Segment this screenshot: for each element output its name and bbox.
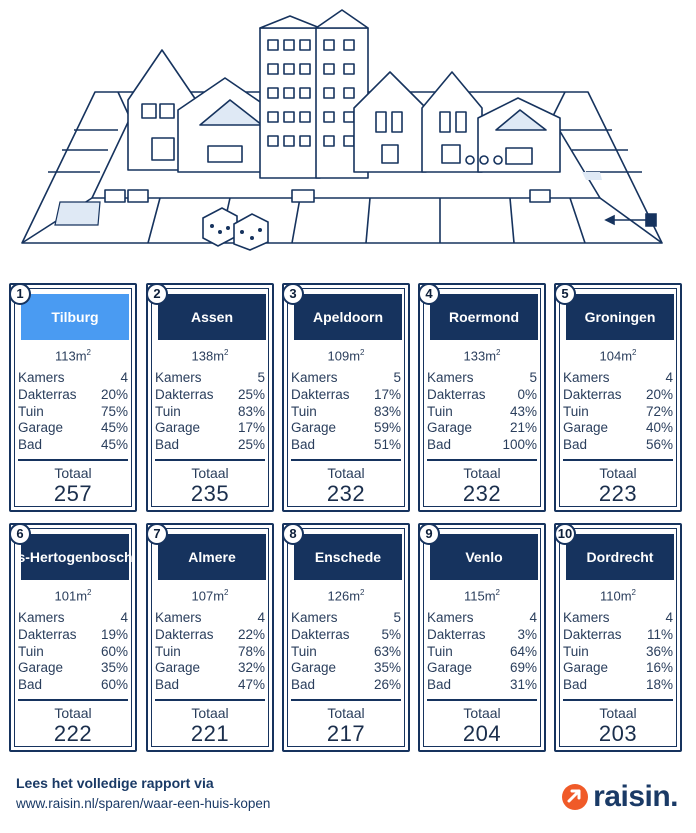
stat-row-bad xyxy=(291,437,401,454)
stat-row-kamers xyxy=(18,610,128,627)
stat-value: 17% xyxy=(373,386,401,402)
stat-label: Tuin xyxy=(291,403,317,419)
city-name: s-Hertogenbosch xyxy=(21,534,129,580)
stat-row-tuin xyxy=(155,644,265,661)
area-number: 133m xyxy=(463,348,497,364)
stat-value: 63% xyxy=(373,643,401,659)
stat-label: Dakterras xyxy=(563,386,622,402)
stat-row-bad xyxy=(427,437,537,454)
raisin-logo xyxy=(561,780,678,814)
city-name: Groningen xyxy=(566,294,674,340)
area-unit: 2 xyxy=(87,588,92,597)
stat-label: Garage xyxy=(427,660,473,676)
area-number: 115m xyxy=(463,588,496,604)
rank-badge: 8 xyxy=(282,523,304,545)
divider xyxy=(563,699,673,701)
stat-label: Dakterras xyxy=(155,626,214,642)
total-label: Totaal xyxy=(327,705,365,721)
stat-label: Tuin xyxy=(427,643,453,659)
stat-row-dakterras xyxy=(291,627,401,644)
stat-row-garage xyxy=(427,420,537,437)
city-name: Venlo xyxy=(430,534,538,580)
stat-row-bad xyxy=(427,677,537,694)
stat-label: Kamers xyxy=(291,610,338,625)
stats-list xyxy=(563,610,673,694)
stats-list xyxy=(427,610,537,694)
footer xyxy=(16,775,270,811)
stat-label: Garage xyxy=(18,420,64,436)
stat-row-dakterras xyxy=(291,387,401,404)
total-label: Totaal xyxy=(191,705,229,721)
rank-badge: 7 xyxy=(146,523,168,545)
rank-badge: 9 xyxy=(418,523,440,545)
stat-value: 20% xyxy=(645,386,673,402)
stat-value: 35% xyxy=(373,660,401,676)
area-number: 109m xyxy=(327,348,361,364)
stat-label: Dakterras xyxy=(427,386,486,402)
stat-label: Dakterras xyxy=(563,626,622,642)
stat-value: 83% xyxy=(237,403,265,419)
total-label: Totaal xyxy=(54,465,92,481)
city-card xyxy=(9,283,137,512)
city-card xyxy=(146,523,274,752)
stats-list xyxy=(155,610,265,694)
stat-value: 45% xyxy=(100,420,128,436)
area-value xyxy=(420,348,544,363)
stat-label: Garage xyxy=(155,660,201,676)
city-card xyxy=(554,283,682,512)
stat-row-kamers xyxy=(155,610,265,627)
total-label: Totaal xyxy=(463,465,501,481)
total-value: 222 xyxy=(53,721,93,746)
stat-value: 69% xyxy=(509,660,537,676)
city-card xyxy=(282,283,410,512)
area-unit: 2 xyxy=(632,348,637,357)
stat-row-kamers xyxy=(427,610,537,627)
total-value: 232 xyxy=(326,481,366,506)
area-unit: 2 xyxy=(224,588,229,597)
stat-label: Kamers xyxy=(427,610,474,625)
stat-value: 11% xyxy=(646,626,673,642)
stat-label: Kamers xyxy=(291,370,338,385)
area-value xyxy=(148,588,272,603)
stat-row-tuin xyxy=(291,644,401,661)
stat-label: Kamers xyxy=(18,370,65,385)
stat-value: 78% xyxy=(237,643,265,659)
stat-label: Tuin xyxy=(427,403,453,419)
stat-label: Kamers xyxy=(18,610,65,625)
stat-value: 43% xyxy=(509,403,537,419)
stat-value: 18% xyxy=(645,677,673,693)
stats-list xyxy=(291,610,401,694)
stat-row-bad xyxy=(155,677,265,694)
stat-row-garage xyxy=(427,660,537,677)
stat-row-bad xyxy=(155,437,265,454)
area-value xyxy=(556,588,680,603)
stat-value: 51% xyxy=(373,437,401,453)
stat-row-tuin xyxy=(563,404,673,421)
divider xyxy=(18,699,128,701)
stat-row-garage xyxy=(18,420,128,437)
total-value: 221 xyxy=(190,721,230,746)
stat-row-dakterras xyxy=(18,387,128,404)
stat-label: Bad xyxy=(427,677,452,693)
stat-label: Kamers xyxy=(155,610,202,625)
divider xyxy=(155,699,265,701)
houses-board-illustration xyxy=(0,0,696,255)
stat-label: Bad xyxy=(291,437,316,453)
stat-label: Tuin xyxy=(563,403,589,419)
stat-label: Tuin xyxy=(18,403,44,419)
rank-badge: 4 xyxy=(418,283,440,305)
stat-label: Bad xyxy=(563,677,588,693)
stat-label: Bad xyxy=(155,437,180,453)
stat-row-tuin xyxy=(427,644,537,661)
report-link[interactable]: www.raisin.nl/sparen/waar-een-huis-kopen xyxy=(16,796,271,811)
stat-value: 4 xyxy=(120,370,128,385)
stat-row-bad xyxy=(18,677,128,694)
stat-value: 21% xyxy=(509,420,537,436)
stat-label: Kamers xyxy=(427,370,474,385)
stat-value: 25% xyxy=(237,437,265,453)
stat-label: Bad xyxy=(291,677,316,693)
stat-row-garage xyxy=(155,420,265,437)
stat-label: Dakterras xyxy=(427,626,486,642)
rank-badge: 3 xyxy=(282,283,304,305)
stat-label: Kamers xyxy=(155,370,202,385)
stats-list xyxy=(563,370,673,454)
stats-list xyxy=(155,370,265,454)
city-name: Enschede xyxy=(294,534,402,580)
stat-label: Bad xyxy=(427,437,452,453)
stat-value: 16% xyxy=(645,660,673,676)
stat-label: Bad xyxy=(18,437,43,453)
city-card xyxy=(282,523,410,752)
stat-row-tuin xyxy=(563,644,673,661)
stat-row-dakterras xyxy=(427,387,537,404)
total-value: 203 xyxy=(598,721,638,746)
stat-value: 4 xyxy=(120,610,128,625)
city-name: Roermond xyxy=(430,294,538,340)
area-unit: 2 xyxy=(224,348,229,357)
stat-row-kamers xyxy=(155,370,265,387)
stat-label: Tuin xyxy=(18,643,44,659)
area-number: 107m xyxy=(191,588,225,604)
area-number: 101m xyxy=(54,588,88,604)
stat-value: 5% xyxy=(381,626,401,642)
area-number: 126m xyxy=(327,588,361,604)
divider xyxy=(563,459,673,461)
stat-label: Tuin xyxy=(291,643,317,659)
stats-list xyxy=(291,370,401,454)
stat-label: Dakterras xyxy=(291,626,350,642)
stat-row-tuin xyxy=(427,404,537,421)
rank-badge: 10 xyxy=(554,523,576,545)
stat-label: Garage xyxy=(563,420,609,436)
stat-row-tuin xyxy=(291,404,401,421)
stat-row-tuin xyxy=(18,644,128,661)
total-label: Totaal xyxy=(599,465,637,481)
stat-value: 45% xyxy=(100,437,128,453)
stat-value: 25% xyxy=(237,386,265,402)
city-card xyxy=(418,283,546,512)
footer-heading: Lees het volledige rapport via xyxy=(16,775,214,791)
total-label: Totaal xyxy=(463,705,501,721)
area-unit: 2 xyxy=(360,588,365,597)
raisin-logo-text: raisin. xyxy=(593,780,678,813)
stats-list xyxy=(427,370,537,454)
divider xyxy=(427,459,537,461)
area-value xyxy=(284,348,408,363)
city-name: Almere xyxy=(158,534,266,580)
area-value xyxy=(420,588,544,603)
stat-label: Bad xyxy=(563,437,588,453)
stat-label: Dakterras xyxy=(18,626,77,642)
rank-badge: 5 xyxy=(554,283,576,305)
stat-row-kamers xyxy=(291,370,401,387)
area-unit: 2 xyxy=(496,348,501,357)
stat-row-kamers xyxy=(291,610,401,627)
stat-label: Garage xyxy=(291,660,337,676)
stat-value: 72% xyxy=(645,403,673,419)
stat-label: Tuin xyxy=(155,403,181,419)
total-value: 204 xyxy=(462,721,502,746)
stat-value: 100% xyxy=(502,437,537,453)
stat-row-dakterras xyxy=(155,627,265,644)
area-unit: 2 xyxy=(360,348,365,357)
area-number: 138m xyxy=(191,348,225,364)
stat-label: Garage xyxy=(155,420,201,436)
stat-value: 4 xyxy=(665,370,673,385)
city-name: Tilburg xyxy=(21,294,129,340)
total-label: Totaal xyxy=(54,705,92,721)
stat-value: 59% xyxy=(373,420,401,436)
stat-row-dakterras xyxy=(563,627,673,644)
stat-value: 22% xyxy=(237,626,265,642)
stat-value: 5 xyxy=(393,610,401,625)
stat-row-kamers xyxy=(563,370,673,387)
area-value xyxy=(556,348,680,363)
stat-row-kamers xyxy=(427,370,537,387)
stat-value: 60% xyxy=(100,643,128,659)
total-label: Totaal xyxy=(327,465,365,481)
total-value: 232 xyxy=(462,481,502,506)
stat-value: 64% xyxy=(509,643,537,659)
area-number: 104m xyxy=(599,348,633,364)
stat-row-garage xyxy=(18,660,128,677)
city-name: Apeldoorn xyxy=(294,294,402,340)
stat-value: 3% xyxy=(517,626,537,642)
stat-value: 5 xyxy=(393,370,401,385)
divider xyxy=(291,459,401,461)
stat-row-bad xyxy=(563,677,673,694)
rank-badge: 1 xyxy=(9,283,31,305)
stat-label: Kamers xyxy=(563,370,610,385)
stat-row-dakterras xyxy=(155,387,265,404)
stat-label: Dakterras xyxy=(291,386,350,402)
stat-value: 83% xyxy=(373,403,401,419)
stat-row-garage xyxy=(155,660,265,677)
stat-row-bad xyxy=(18,437,128,454)
stat-label: Garage xyxy=(563,660,609,676)
area-value xyxy=(148,348,272,363)
stat-row-dakterras xyxy=(427,627,537,644)
stat-label: Tuin xyxy=(563,643,589,659)
rank-badge: 6 xyxy=(9,523,31,545)
area-unit: 2 xyxy=(86,348,91,357)
stat-value: 56% xyxy=(645,437,673,453)
divider xyxy=(427,699,537,701)
stat-value: 19% xyxy=(100,626,128,642)
area-value xyxy=(11,588,135,603)
divider xyxy=(291,699,401,701)
total-label: Totaal xyxy=(191,465,229,481)
total-value: 223 xyxy=(598,481,638,506)
stat-value: 75% xyxy=(100,403,128,419)
stat-value: 5 xyxy=(529,370,537,385)
stat-label: Dakterras xyxy=(155,386,214,402)
stat-label: Garage xyxy=(291,420,337,436)
stat-row-garage xyxy=(563,660,673,677)
city-card xyxy=(146,283,274,512)
city-card xyxy=(418,523,546,752)
stat-value: 4 xyxy=(257,610,265,625)
stats-list xyxy=(18,370,128,454)
stat-value: 20% xyxy=(100,386,128,402)
city-name: Assen xyxy=(158,294,266,340)
stat-value: 5 xyxy=(257,370,265,385)
area-unit: 2 xyxy=(631,588,636,597)
area-unit: 2 xyxy=(495,588,500,597)
stat-label: Garage xyxy=(427,420,473,436)
stat-value: 36% xyxy=(645,643,673,659)
stat-value: 31% xyxy=(509,677,537,693)
stat-row-garage xyxy=(291,420,401,437)
stat-label: Bad xyxy=(155,677,180,693)
stat-row-tuin xyxy=(18,404,128,421)
stat-value: 26% xyxy=(373,677,401,693)
stat-row-kamers xyxy=(18,370,128,387)
rank-badge: 2 xyxy=(146,283,168,305)
city-name: Dordrecht xyxy=(566,534,674,580)
divider xyxy=(18,459,128,461)
stat-label: Kamers xyxy=(563,610,610,625)
stat-value: 47% xyxy=(237,677,265,693)
city-card xyxy=(554,523,682,752)
stat-label: Dakterras xyxy=(18,386,77,402)
stat-label: Garage xyxy=(18,660,64,676)
stat-row-garage xyxy=(291,660,401,677)
area-number: 113m xyxy=(54,348,87,364)
city-card xyxy=(9,523,137,752)
stat-value: 32% xyxy=(237,660,265,676)
stat-value: 4 xyxy=(529,610,537,625)
raisin-logo-icon xyxy=(561,783,589,811)
stat-row-kamers xyxy=(563,610,673,627)
total-value: 257 xyxy=(53,481,93,506)
stats-list xyxy=(18,610,128,694)
area-value xyxy=(284,588,408,603)
stat-value: 60% xyxy=(100,677,128,693)
divider xyxy=(155,459,265,461)
stat-label: Bad xyxy=(18,677,43,693)
stat-value: 40% xyxy=(645,420,673,436)
stat-value: 4 xyxy=(665,610,673,625)
total-label: Totaal xyxy=(599,705,637,721)
stat-value: 0% xyxy=(517,386,537,402)
stat-value: 35% xyxy=(100,660,128,676)
total-value: 217 xyxy=(326,721,366,746)
stat-row-dakterras xyxy=(18,627,128,644)
stat-row-dakterras xyxy=(563,387,673,404)
stat-value: 17% xyxy=(237,420,265,436)
stat-row-bad xyxy=(563,437,673,454)
area-value xyxy=(11,348,135,363)
stat-row-garage xyxy=(563,420,673,437)
total-value: 235 xyxy=(190,481,230,506)
area-number: 110m xyxy=(599,588,632,604)
stat-row-tuin xyxy=(155,404,265,421)
stat-row-bad xyxy=(291,677,401,694)
stat-label: Tuin xyxy=(155,643,181,659)
